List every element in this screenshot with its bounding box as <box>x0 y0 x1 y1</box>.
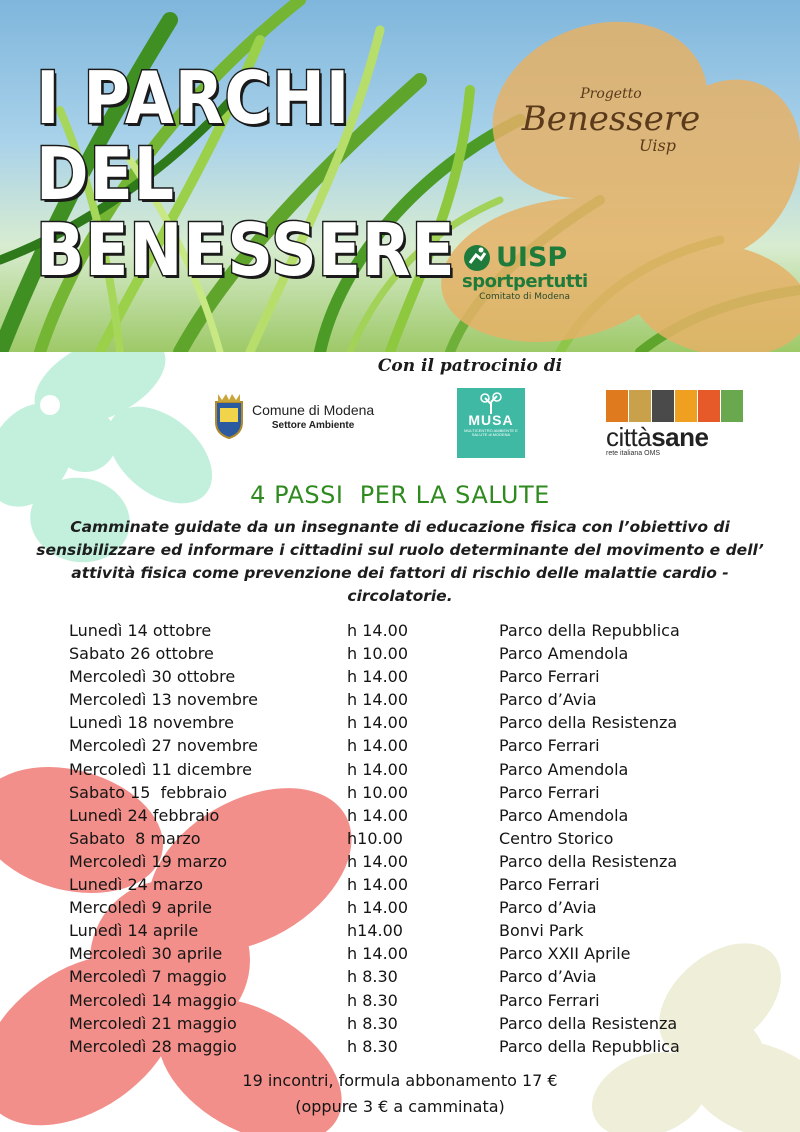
schedule-place: Parco XXII Aprile <box>499 944 631 964</box>
schedule-time: h 14.00 <box>347 875 409 895</box>
schedule-place: Parco della Resistenza <box>499 851 678 871</box>
headline: 4 PASSI PER LA SALUTE <box>250 481 550 509</box>
schedule-time: h14.00 <box>347 921 403 941</box>
pricing-line-2: (oppure 3 € a camminata) <box>295 1097 505 1116</box>
uisp-runner-icon <box>462 243 492 273</box>
intro-paragraph: Camminate guidate da un insegnante di educazione fisica con l’obiettivo di sensibilizzare ed informare i cittadini sul ruolo determinante del movimento e dell’ attività fisica come prevenzione dei fattori di rischio delle malattie cardio - circolatorie. <box>36 518 764 605</box>
schedule-date: Mercoledì 9 aprile <box>69 898 212 918</box>
schedule-date: Mercoledì 19 marzo <box>69 851 228 871</box>
schedule-date: Mercoledì 30 aprile <box>69 944 223 964</box>
schedule-time: h 8.30 <box>347 990 398 1010</box>
progetto-benessere-logo <box>516 86 706 155</box>
schedule-place: Parco Ferrari <box>499 782 600 802</box>
schedule-date: Mercoledì 14 maggio <box>69 990 237 1010</box>
schedule-date: Sabato 26 ottobre <box>69 644 214 664</box>
title-line-2: DEL <box>36 132 175 216</box>
schedule-date: Mercoledì 11 dicembre <box>69 759 252 779</box>
uisp-logo <box>462 242 592 302</box>
schedule-row <box>69 621 769 644</box>
schedule-time: h 8.30 <box>347 967 398 987</box>
schedule-place: Parco Amendola <box>499 805 629 825</box>
benessere-logo-line3: Uisp <box>638 136 676 155</box>
schedule-row <box>69 760 769 783</box>
schedule-place: Parco d’Avia <box>499 690 597 710</box>
schedule-time: h 14.00 <box>347 621 409 640</box>
schedule-row <box>69 713 769 736</box>
schedule-row <box>69 921 769 944</box>
schedule-time: h 14.00 <box>347 944 409 964</box>
schedule-time: h 10.00 <box>347 644 409 664</box>
schedule-place: Parco della Resistenza <box>499 713 678 733</box>
schedule-date: Sabato 15 febbraio <box>69 782 228 802</box>
schedule-row <box>69 1014 769 1037</box>
schedule-row <box>69 875 769 898</box>
schedule-row <box>69 944 769 967</box>
mint-flower-center <box>40 395 60 415</box>
schedule-row <box>69 967 769 990</box>
schedule-date: Sabato 8 marzo <box>69 828 201 848</box>
schedule-place: Parco Ferrari <box>499 875 600 895</box>
schedule-date: Lunedì 24 marzo <box>69 875 204 895</box>
schedule-date: Mercoledì 21 maggio <box>69 1013 237 1033</box>
schedule-time: h 14.00 <box>347 759 409 779</box>
schedule-time: h 14.00 <box>347 713 409 733</box>
schedule-row <box>69 736 769 759</box>
schedule-date: Lunedì 18 novembre <box>69 713 234 733</box>
schedule-place: Parco Ferrari <box>499 667 600 687</box>
schedule-place: Parco Amendola <box>499 644 629 664</box>
schedule-date: Mercoledì 27 novembre <box>69 736 258 756</box>
benessere-logo-line1: Progetto <box>580 86 642 102</box>
comune-line2: Settore Ambiente <box>271 419 355 431</box>
citta-sane-name-1: città <box>606 422 652 452</box>
schedule-row <box>69 1037 769 1060</box>
schedule-time: h 14.00 <box>347 851 409 871</box>
schedule-row <box>69 852 769 875</box>
schedule-date: Mercoledì 30 ottobre <box>69 667 236 687</box>
schedule-place: Parco Ferrari <box>499 990 600 1010</box>
schedule-date: Mercoledì 7 maggio <box>69 967 227 987</box>
schedule-row <box>69 829 769 852</box>
schedule-time: h 14.00 <box>347 690 409 710</box>
patronage-title: Con il patrocinio di <box>377 356 563 376</box>
schedule-row <box>69 806 769 829</box>
schedule-time: h10.00 <box>347 828 403 848</box>
citta-sane-image-strip <box>606 390 743 422</box>
schedule-row <box>69 898 769 921</box>
citta-sane-name-2: sane <box>651 422 709 452</box>
schedule-date: Lunedì 14 aprile <box>69 921 199 941</box>
schedule-time: h 8.30 <box>347 1013 398 1033</box>
pricing-line-1: 19 incontri, formula abbonamento 17 € <box>242 1071 558 1090</box>
schedule-place: Centro Storico <box>499 828 614 848</box>
schedule-place: Bonvi Park <box>499 921 584 941</box>
schedule-table <box>69 621 769 1060</box>
comune-di-modena-logo <box>212 392 374 440</box>
schedule-place: Parco della Resistenza <box>499 1013 678 1033</box>
schedule-row <box>69 667 769 690</box>
uisp-logo-tagline: sportpertutti <box>462 271 588 292</box>
schedule-row <box>69 644 769 667</box>
schedule-date: Lunedì 24 febbraio <box>69 805 220 825</box>
header-banner <box>0 0 800 352</box>
schedule-place: Parco d’Avia <box>499 898 597 918</box>
title-line-1: I PARCHI <box>36 56 351 140</box>
citta-sane-subtitle: rete italiana OMS <box>606 450 661 457</box>
schedule-row <box>69 991 769 1014</box>
schedule-place: Parco Ferrari <box>499 736 600 756</box>
schedule-date: Lunedì 14 ottobre <box>69 621 212 640</box>
schedule-time: h 14.00 <box>347 736 409 756</box>
modena-coat-of-arms-icon <box>212 392 246 440</box>
uisp-logo-committee: Comitato di Modena <box>479 292 570 302</box>
schedule-time: h 14.00 <box>347 805 409 825</box>
schedule-place: Parco della Repubblica <box>499 621 680 640</box>
schedule-time: h 10.00 <box>347 782 409 802</box>
schedule-time: h 14.00 <box>347 667 409 687</box>
benessere-logo-line2: Benessere <box>521 99 701 139</box>
citta-sane-logo <box>606 390 743 457</box>
schedule-time: h 14.00 <box>347 898 409 918</box>
comune-line1: Comune di Modena <box>252 401 375 418</box>
schedule-place: Parco Amendola <box>499 759 629 779</box>
schedule-row <box>69 783 769 806</box>
musa-name: MUSA <box>468 412 514 428</box>
pricing-footer <box>0 1068 800 1120</box>
musa-logo <box>457 388 525 458</box>
title-line-3: BENESSERE <box>36 208 456 292</box>
schedule-place: Parco della Repubblica <box>499 1036 680 1056</box>
musa-tree-icon <box>475 392 507 414</box>
schedule-time: h 8.30 <box>347 1036 398 1056</box>
musa-subtitle: MULTICENTRO AMBIENTE E SALUTE di MODENA <box>464 428 518 438</box>
schedule-date: Mercoledì 13 novembre <box>69 690 258 710</box>
uisp-logo-name: UISP <box>496 242 568 273</box>
schedule-date: Mercoledì 28 maggio <box>69 1036 237 1056</box>
schedule-place: Parco d’Avia <box>499 967 597 987</box>
schedule-row <box>69 690 769 713</box>
